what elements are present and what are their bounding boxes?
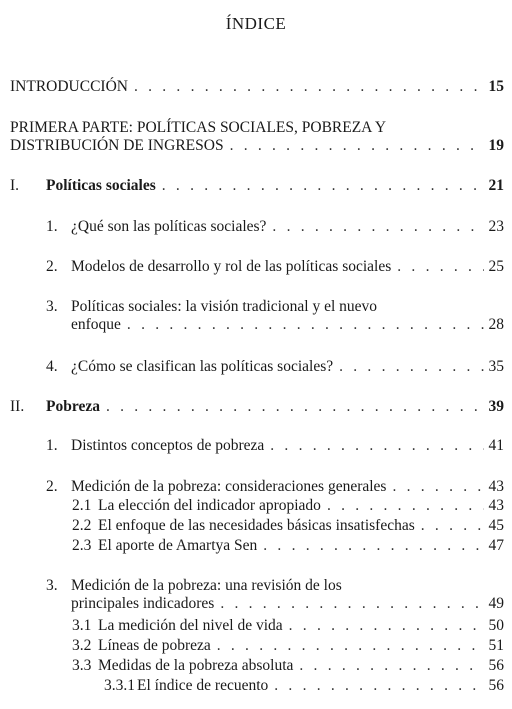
dot-leader — [392, 478, 484, 496]
toc-entry-2-3-1[interactable] — [0, 617, 512, 635]
entry-text: El índice de recuento — [137, 677, 269, 694]
dot-leader — [162, 177, 484, 195]
toc-entry-chapter-1[interactable] — [0, 177, 512, 195]
dot-leader — [327, 497, 484, 515]
page-title: ÍNDICE — [225, 14, 287, 33]
toc-entry-2-2-2[interactable] — [0, 517, 512, 535]
entry-number: 3.2 — [72, 637, 92, 654]
entry-text: El enfoque de las necesidades básicas insatisfechas — [98, 517, 415, 534]
entry-page: 21 — [488, 177, 504, 194]
entry-text: La elección del indicador apropiado — [98, 497, 321, 514]
entry-page: 50 — [488, 617, 504, 634]
toc-entry-chapter-2[interactable] — [0, 398, 512, 416]
dot-leader — [127, 316, 484, 334]
toc-entry-2-2[interactable] — [0, 478, 512, 496]
entry-text: Modelos de desarrollo y rol de las políticas sociales — [71, 258, 392, 275]
entry-text: ¿Cómo se clasifican las políticas sociales? — [71, 358, 334, 375]
dot-leader — [217, 637, 484, 655]
entry-text: Pobreza — [46, 398, 100, 415]
entry-page: 25 — [488, 258, 504, 275]
entry-text-line2: enfoque — [71, 316, 121, 333]
entry-text-line2: DISTRIBUCIÓN DE INGRESOS — [10, 137, 224, 154]
dot-leader — [220, 595, 484, 613]
dot-leader — [134, 78, 484, 96]
dot-leader — [274, 677, 484, 695]
dot-leader — [270, 437, 484, 455]
entry-number: 3.1 — [72, 617, 92, 634]
entry-text-line2: principales indicadores — [71, 595, 215, 612]
entry-text-line1: Medición de la pobreza: una revisión de los — [71, 577, 342, 594]
dot-leader — [289, 617, 484, 635]
entry-page: 35 — [488, 358, 504, 375]
entry-number: 3. — [46, 577, 58, 594]
toc-entry-1-1[interactable] — [0, 218, 512, 236]
entry-page: 56 — [488, 677, 504, 694]
entry-page: 45 — [488, 517, 504, 534]
entry-text: ¿Qué son las políticas sociales? — [71, 218, 267, 235]
toc-entry-intro[interactable] — [0, 78, 512, 96]
entry-number: 3.3.1 — [104, 677, 135, 694]
entry-text: INTRODUCCIÓN — [10, 78, 128, 95]
dot-leader — [106, 398, 484, 416]
dot-leader — [397, 258, 484, 276]
entry-number: 4. — [46, 358, 58, 375]
entry-text: La medición del nivel de vida — [98, 617, 283, 634]
dot-leader — [339, 358, 484, 376]
entry-page: 15 — [488, 78, 504, 95]
entry-number: 2.2 — [72, 517, 92, 534]
entry-number: 2.3 — [72, 537, 92, 554]
entry-number: 3.3 — [72, 657, 92, 674]
toc-entry-1-2[interactable] — [0, 258, 512, 276]
entry-text: Medidas de la pobreza absoluta — [98, 657, 294, 674]
entry-text-line1: Políticas sociales: la visión tradicional y el nuevo — [71, 298, 378, 315]
entry-text: Líneas de pobreza — [98, 637, 211, 654]
dot-leader — [263, 537, 484, 555]
entry-number: 2.1 — [72, 497, 92, 514]
entry-text: El aporte de Amartya Sen — [98, 537, 258, 554]
toc-entry-2-2-3[interactable] — [0, 537, 512, 555]
entry-text: Distintos conceptos de pobreza — [71, 437, 265, 454]
dot-leader — [421, 517, 484, 535]
entry-number: II. — [10, 398, 25, 415]
toc-entry-2-3[interactable] — [0, 577, 512, 613]
dot-leader — [230, 137, 484, 155]
entry-page: 19 — [488, 137, 504, 154]
entry-page: 39 — [488, 398, 504, 415]
entry-page: 41 — [488, 437, 504, 454]
toc-entry-2-3-3[interactable] — [0, 657, 512, 675]
toc-entry-2-3-2[interactable] — [0, 637, 512, 655]
entry-number: 2. — [46, 258, 58, 275]
entry-text: Políticas sociales — [46, 177, 156, 194]
dot-leader — [272, 218, 484, 236]
entry-page: 28 — [488, 316, 504, 333]
toc-entry-2-3-3-1[interactable] — [0, 677, 512, 695]
entry-number: 1. — [46, 218, 58, 235]
entry-number: 3. — [46, 298, 58, 315]
entry-text-line1: PRIMERA PARTE: POLÍTICAS SOCIALES, POBREZA Y — [10, 119, 387, 136]
toc-entry-part1[interactable] — [0, 119, 512, 155]
entry-page: 49 — [488, 595, 504, 612]
toc-entry-1-3[interactable] — [0, 298, 512, 334]
entry-number: 2. — [46, 478, 58, 495]
entry-number: I. — [10, 177, 20, 194]
entry-page: 43 — [488, 497, 504, 514]
entry-page: 23 — [488, 218, 504, 235]
toc-entry-2-2-1[interactable] — [0, 497, 512, 515]
dot-leader — [299, 657, 484, 675]
entry-number: 1. — [46, 437, 58, 454]
toc-entry-2-1[interactable] — [0, 437, 512, 455]
entry-page: 51 — [488, 637, 504, 654]
toc-entry-1-4[interactable] — [0, 358, 512, 376]
entry-text: Medición de la pobreza: consideraciones generales — [71, 478, 387, 495]
entry-page: 47 — [488, 537, 504, 554]
entry-page: 43 — [488, 478, 504, 495]
entry-page: 56 — [488, 657, 504, 674]
